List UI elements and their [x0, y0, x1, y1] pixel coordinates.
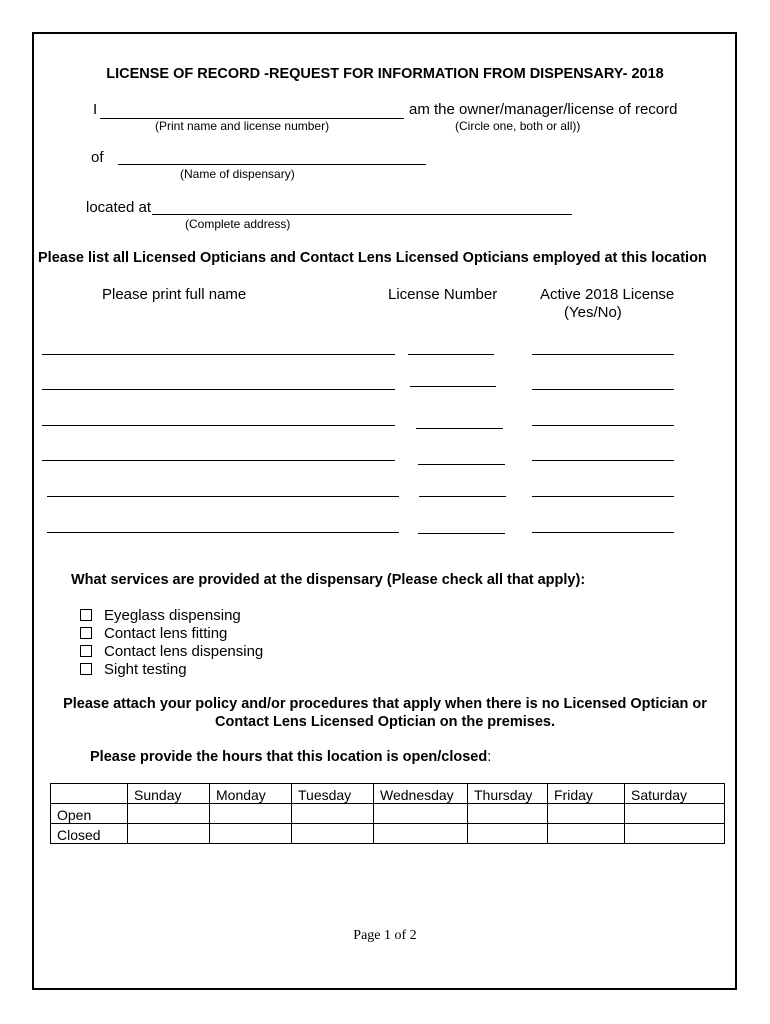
owner-role-text: am the owner/manager/license of record — [409, 101, 678, 118]
column-header-name: Please print full name — [102, 286, 247, 303]
column-header-active: Active 2018 License — [540, 286, 675, 303]
row-label-closed: Closed — [51, 824, 128, 844]
optician-active-field[interactable] — [532, 532, 674, 533]
optician-license-field[interactable] — [418, 533, 505, 534]
optician-license-field[interactable] — [418, 464, 505, 465]
optician-license-field[interactable] — [408, 354, 494, 355]
hours-cell[interactable] — [468, 804, 548, 824]
hours-cell[interactable] — [210, 824, 292, 844]
optician-name-field[interactable] — [47, 532, 399, 533]
hours-cell[interactable] — [468, 824, 548, 844]
day-header: Sunday — [128, 784, 210, 804]
column-header-active-yesno: (Yes/No) — [564, 304, 622, 321]
service-label: Contact lens fitting — [104, 625, 228, 642]
row-label-open: Open — [51, 804, 128, 824]
optician-name-field[interactable] — [42, 389, 395, 390]
hours-cell[interactable] — [625, 824, 725, 844]
hours-cell[interactable] — [210, 804, 292, 824]
optician-active-field[interactable] — [532, 389, 674, 390]
day-header: Friday — [548, 784, 625, 804]
policy-instruction-line2: Contact Lens Licensed Optician on the premises. — [214, 714, 556, 730]
address-caption: (Complete address) — [185, 217, 291, 231]
column-header-license: License Number — [388, 286, 498, 303]
day-header: Saturday — [625, 784, 725, 804]
optician-name-field[interactable] — [47, 496, 399, 497]
page-number: Page 1 of 2 — [353, 928, 417, 943]
hours-cell[interactable] — [548, 804, 625, 824]
day-header: Thursday — [468, 784, 548, 804]
opticians-instruction: Please list all Licensed Opticians and Contact Lens Licensed Opticians employed at this location — [38, 250, 707, 266]
optician-name-field[interactable] — [42, 425, 395, 426]
service-option[interactable] — [80, 625, 227, 642]
optician-license-field[interactable] — [410, 386, 496, 387]
service-label: Sight testing — [104, 661, 187, 678]
service-option[interactable] — [80, 643, 263, 660]
hours-cell[interactable] — [374, 804, 468, 824]
hours-corner-cell — [51, 784, 128, 804]
hours-prompt: Please provide the hours that this location is open/closed: — [90, 749, 492, 765]
optician-license-field[interactable] — [416, 428, 503, 429]
optician-active-field[interactable] — [532, 354, 674, 355]
checkbox-icon[interactable] — [80, 663, 92, 675]
day-header: Monday — [210, 784, 292, 804]
page-border — [32, 32, 737, 990]
dispensary-caption: (Name of dispensary) — [180, 167, 295, 181]
hours-cell[interactable] — [292, 824, 374, 844]
hours-table — [50, 783, 725, 844]
owner-name-caption: (Print name and license number) — [155, 119, 330, 133]
hours-cell[interactable] — [128, 804, 210, 824]
hours-cell[interactable] — [548, 824, 625, 844]
hours-cell[interactable] — [292, 804, 374, 824]
checkbox-icon[interactable] — [80, 645, 92, 657]
policy-instruction-line1: Please attach your policy and/or procedures that apply when there is no Licensed Optician or — [63, 696, 707, 712]
checkbox-icon[interactable] — [80, 609, 92, 621]
day-header: Wednesday — [374, 784, 468, 804]
service-option[interactable] — [80, 607, 241, 624]
service-option[interactable] — [80, 661, 187, 678]
hours-cell[interactable] — [374, 824, 468, 844]
optician-name-field[interactable] — [42, 460, 395, 461]
day-header: Tuesday — [292, 784, 374, 804]
owner-role-caption: (Circle one, both or all)) — [455, 119, 581, 133]
optician-active-field[interactable] — [532, 460, 674, 461]
hours-cell[interactable] — [128, 824, 210, 844]
dispensary-name-field[interactable] — [118, 164, 426, 165]
owner-prefix: I — [93, 101, 98, 118]
dispensary-prefix: of — [91, 149, 104, 166]
optician-active-field[interactable] — [532, 496, 674, 497]
optician-license-field[interactable] — [419, 496, 506, 497]
optician-active-field[interactable] — [532, 425, 674, 426]
form-title: LICENSE OF RECORD -REQUEST FOR INFORMATION FROM DISPENSARY- 2018 — [106, 66, 664, 82]
hours-cell[interactable] — [625, 804, 725, 824]
optician-name-field[interactable] — [42, 354, 395, 355]
service-label: Eyeglass dispensing — [104, 607, 241, 624]
address-field[interactable] — [152, 214, 572, 215]
checkbox-icon[interactable] — [80, 627, 92, 639]
services-question: What services are provided at the dispensary (Please check all that apply): — [71, 572, 586, 588]
service-label: Contact lens dispensing — [104, 643, 264, 660]
address-prefix: located at — [86, 199, 152, 216]
